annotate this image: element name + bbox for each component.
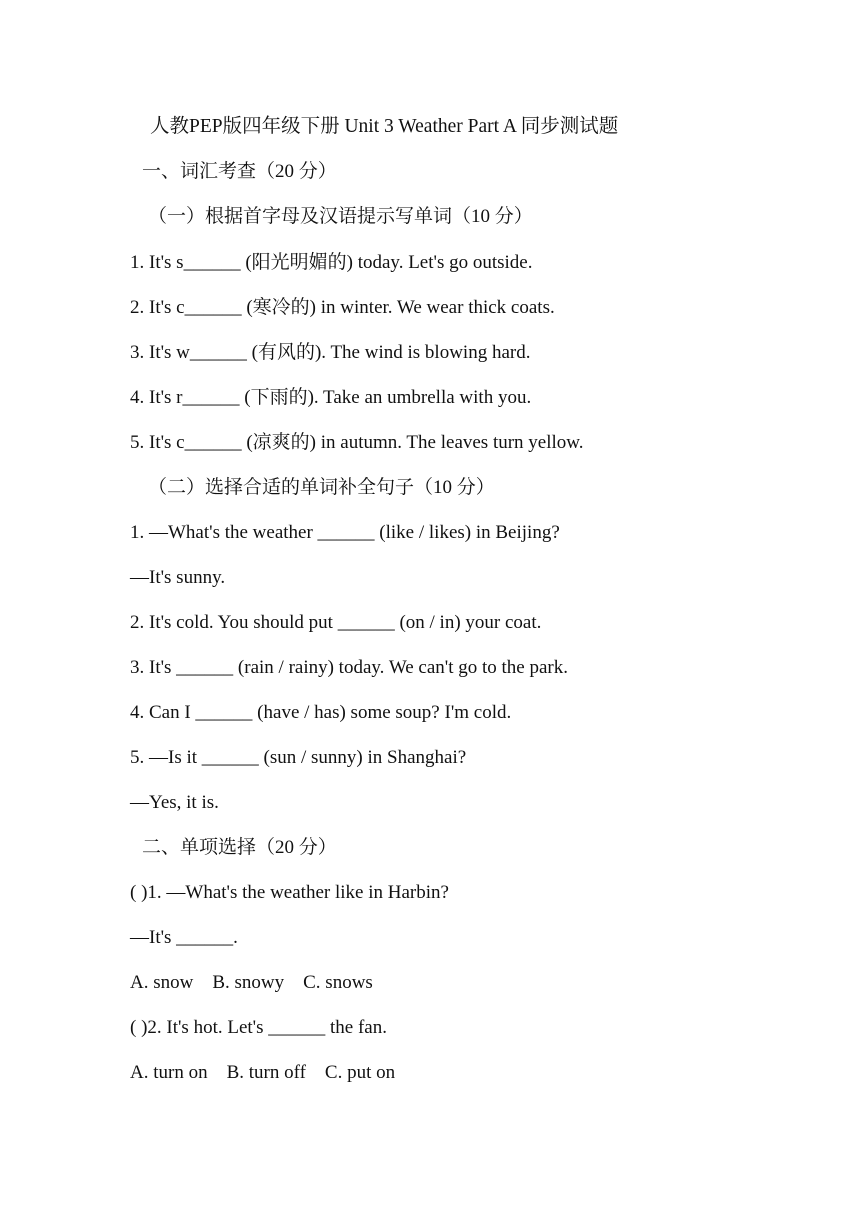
section1-heading: （一）根据首字母及汉语提示写单词（10 分）: [148, 206, 533, 227]
section1-question: 5. It's c______ (凉爽的) in autumn. The leaves turn yellow.: [130, 432, 584, 453]
choice-options: A. snow B. snowy C. snows: [130, 972, 373, 993]
section1-question: 2. It's c______ (寒冷的) in winter. We wear thick coats.: [130, 297, 555, 318]
section2-question: 3. It's ______ (rain / rainy) today. We can't go to the park.: [130, 657, 568, 678]
part1-heading: 一、词汇考查（20 分）: [142, 161, 337, 182]
section2-question: 4. Can I ______ (have / has) some soup? I'm cold.: [130, 702, 512, 723]
document-title: 人教PEP版四年级下册 Unit 3 Weather Part A 同步测试题: [150, 116, 619, 137]
section2-question: 1. —What's the weather ______ (like / likes) in Beijing?: [130, 522, 560, 543]
section1-question: 1. It's s______ (阳光明媚的) today. Let's go outside.: [130, 252, 533, 273]
section2-answer-line: —It's sunny.: [130, 567, 226, 588]
part2-heading: 二、单项选择（20 分）: [142, 837, 337, 858]
choice-answer-line: —It's ______.: [130, 927, 238, 948]
section1-question: 4. It's r______ (下雨的). Take an umbrella with you.: [130, 387, 532, 408]
section1-question: 3. It's w______ (有风的). The wind is blowing hard.: [130, 342, 531, 363]
choice-options: A. turn on B. turn off C. put on: [130, 1062, 396, 1083]
choice-question: ( )2. It's hot. Let's ______ the fan.: [130, 1017, 387, 1038]
section2-heading: （二）选择合适的单词补全句子（10 分）: [148, 477, 495, 498]
section2-question: 2. It's cold. You should put ______ (on / in) your coat.: [130, 612, 542, 633]
choice-question: ( )1. —What's the weather like in Harbin?: [130, 882, 449, 903]
section2-answer-line: —Yes, it is.: [130, 792, 219, 813]
section2-question: 5. —Is it ______ (sun / sunny) in Shanghai?: [130, 747, 467, 768]
